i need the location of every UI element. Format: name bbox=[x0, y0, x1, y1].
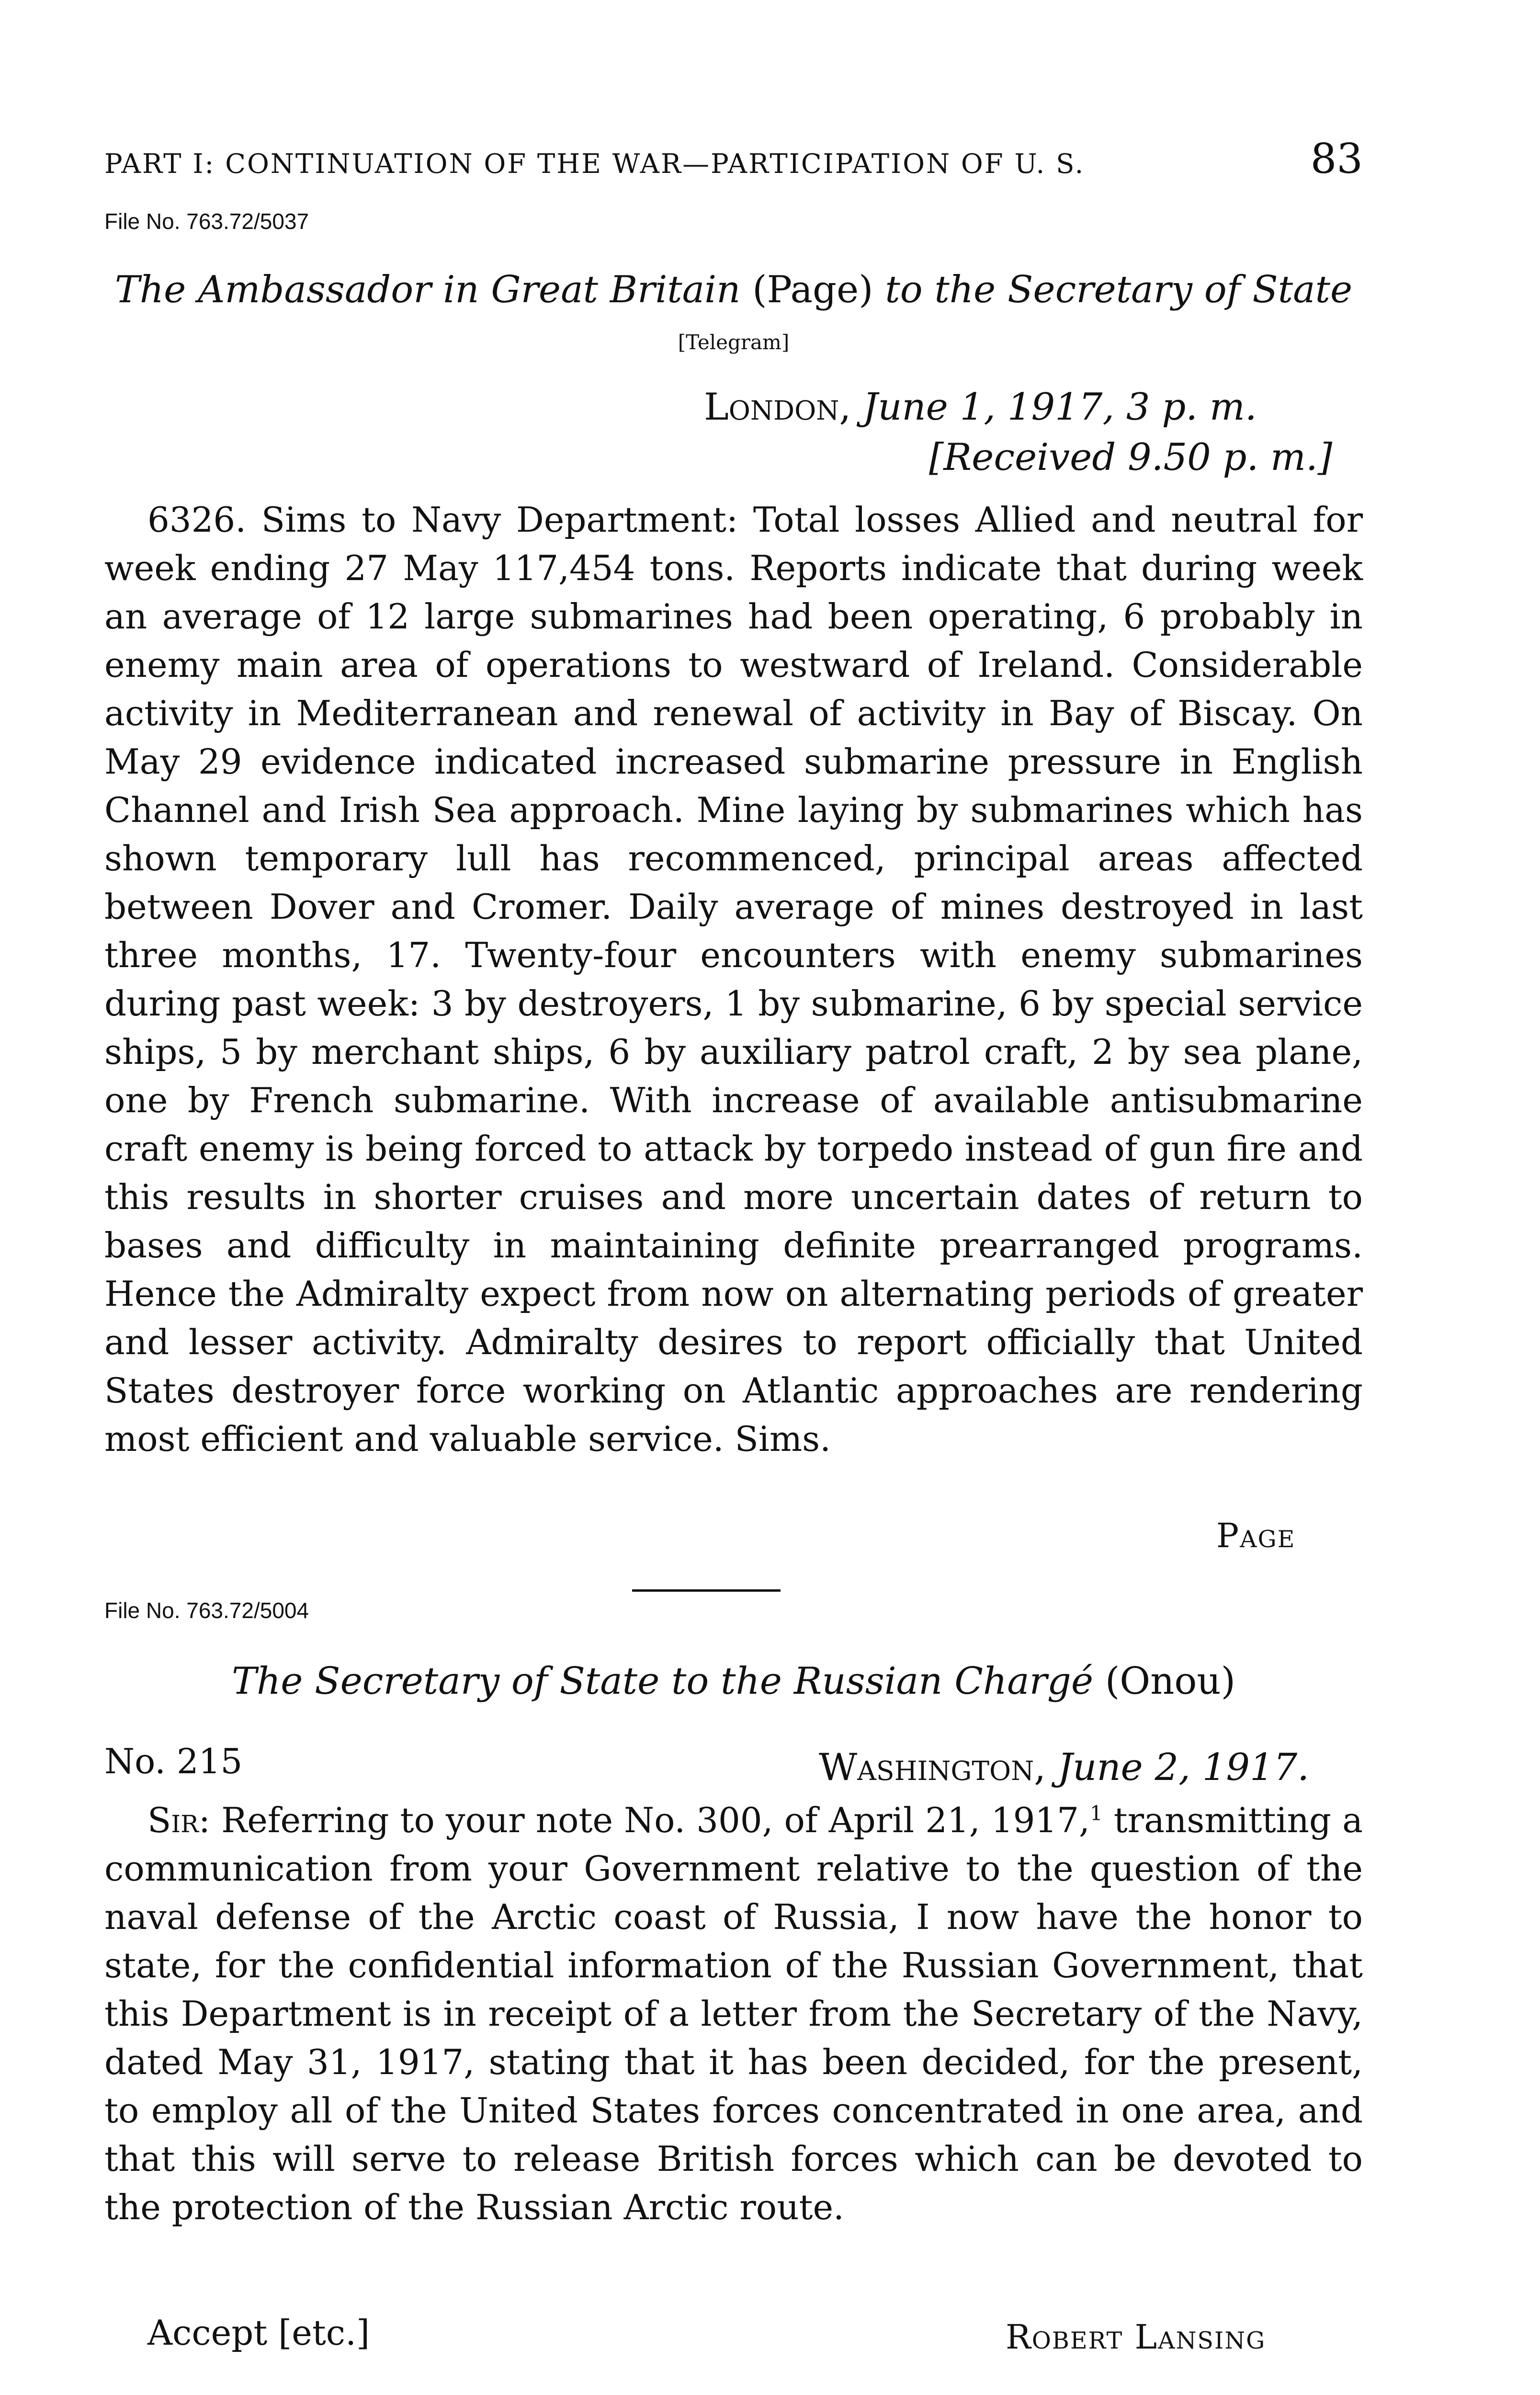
doc1-title-paren: (Page) bbox=[752, 268, 873, 311]
doc2-body bbox=[104, 1789, 1363, 2232]
doc1-body bbox=[104, 496, 1363, 1463]
doc1-date: June 1, 1917, 3 p. m. bbox=[862, 386, 1257, 429]
telegram-label: [Telegram] bbox=[678, 331, 790, 354]
page-number: 83 bbox=[1310, 135, 1363, 183]
doc2-body-paragraph bbox=[104, 1789, 1363, 2232]
doc2-salutation: Sir: bbox=[147, 1800, 210, 1840]
doc1-signature: Page bbox=[1216, 1516, 1296, 1555]
file-number-2: File No. 763.72/5004 bbox=[104, 1598, 309, 1623]
doc1-title-rest: to the Secretary of State bbox=[885, 268, 1353, 311]
doc2-title-text: The Secretary of State to the Russian Chargé bbox=[231, 1660, 1094, 1703]
doc1-place: London, bbox=[704, 386, 851, 429]
doc2-closing: Accept [etc.] bbox=[147, 2313, 370, 2353]
section-divider bbox=[632, 1589, 781, 1592]
doc2-number: No. 215 bbox=[104, 1741, 243, 1781]
doc1-title bbox=[104, 268, 1363, 311]
doc1-title-text: The Ambassador in Great Britain bbox=[114, 268, 741, 311]
doc1-received-text: [Received 9.50 p. m.] bbox=[929, 436, 1333, 479]
running-title: PART I: CONTINUATION OF THE WAR—PARTICIPATION OF U. S. bbox=[104, 148, 1085, 180]
doc1-body-paragraph: 6326. Sims to Navy Department: Total losses Allied and neutral for week ending 27 May 117,454 tons. Reports indicate that during week an average of 12 large submarines had been operating, 6 probably in enemy main area of operations to westward of Ireland. Considerable activity in Mediterranean and renewal of activity in Bay of Biscay. On May 29 evidence indicated increased submarine pressure in English Channel and Irish Sea approach. Mine laying by submarines which has shown temporary lull has recommenced, principal areas affected between Dover and Cromer. Daily average of mines destroyed in last three months, 17. Twenty-four encounters with enemy submarines during past week: 3 by destroyers, 1 by submarine, 6 by special service ships, 5 by merchant ships, 6 by auxiliary patrol craft, 2 by sea plane, one by French submarine. With increase of available antisubmarine craft enemy is being forced to attack by torpedo instead of gun fire and this results in shorter cruises and more uncertain dates of return to bases and difficulty in maintaining definite prearranged programs. Hence the Admiralty expect from now on alternating periods of greater and lesser activity. Admiralty desires to report officially that United States destroyer force working on Atlantic approaches are rendering most efficient and valuable service. Sims. bbox=[104, 500, 1363, 1459]
doc2-place: Washington, bbox=[819, 1746, 1046, 1789]
doc2-body-a: Referring to your note No. 300, of April 21, 1917, bbox=[221, 1800, 1090, 1840]
doc2-title bbox=[104, 1660, 1363, 1703]
file-number-1: File No. 763.72/5037 bbox=[104, 209, 309, 234]
running-header bbox=[104, 135, 1363, 183]
doc2-signature: Robert Lansing bbox=[1006, 2317, 1266, 2357]
doc2-dateline bbox=[819, 1746, 1309, 1789]
footnote-reference: 1 bbox=[1089, 1802, 1103, 1825]
doc2-body-b: transmitting a communication from your Government relative to the question of the naval defense of the Arctic coast of Russia, I now have the honor to state, for the confidential information of the Russian Government, that this Department is in receipt of a letter from the Secretary of the Navy, dated May 31, 1917, stating that it has been decided, for the present, to employ all of the United States forces concentrated in one area, and that this will serve to release British forces which can be devoted to the protection of the Russian Arctic route. bbox=[104, 1800, 1363, 2227]
doc2-date: June 2, 1917. bbox=[1057, 1746, 1310, 1789]
doc1-received bbox=[929, 436, 1332, 479]
doc2-title-paren: (Onou) bbox=[1105, 1660, 1236, 1703]
doc1-dateline bbox=[704, 386, 1257, 429]
